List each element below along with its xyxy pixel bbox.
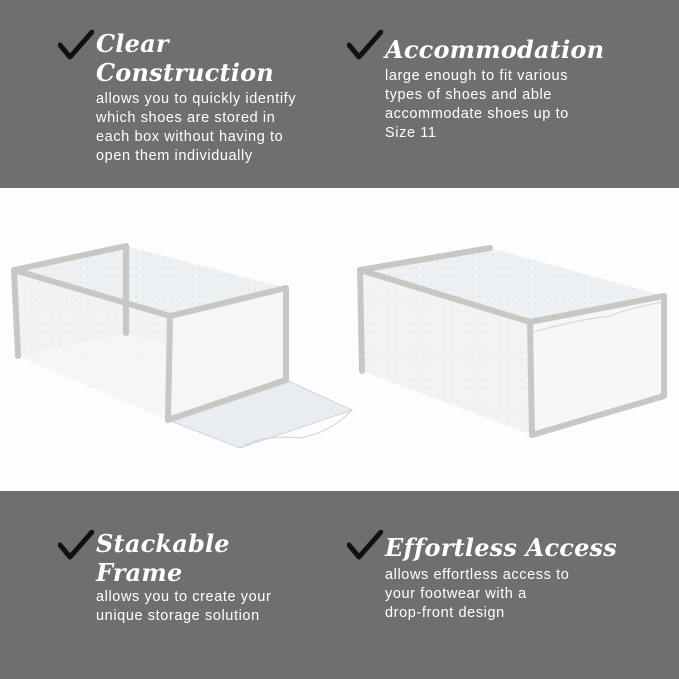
feature-description-line: open them individually <box>96 148 253 164</box>
feature-description-line: which shoes are stored in <box>96 110 276 126</box>
feature-description-line: unique storage solution <box>96 608 260 624</box>
feature-stackable-frame <box>58 530 318 640</box>
checkmark-icon <box>347 530 383 560</box>
feature-description-line: allows effortless access to <box>385 567 570 583</box>
feature-description-line: allows you to create your <box>96 589 272 605</box>
feature-effortless-access <box>347 530 647 640</box>
feature-title: Stackable <box>96 529 230 558</box>
feature-title: Frame <box>96 558 183 587</box>
feature-accommodation <box>347 30 637 170</box>
feature-clear-construction <box>58 30 318 170</box>
checkmark-icon <box>347 30 383 60</box>
feature-description-line: large enough to fit various <box>385 68 569 84</box>
feature-title: Effortless Access <box>385 533 617 562</box>
product-photo <box>0 188 679 491</box>
open-shoe-box <box>14 246 352 448</box>
feature-title: Accommodation <box>385 35 605 64</box>
checkmark-icon <box>58 530 94 560</box>
feature-title: Clear <box>96 29 169 58</box>
feature-description-line: allows you to quickly identify <box>96 91 297 107</box>
feature-description-line: types of shoes and able <box>385 87 552 103</box>
feature-title: Construction <box>96 58 274 87</box>
feature-description-line: each box without having to <box>96 129 284 145</box>
closed-shoe-box <box>360 248 664 435</box>
feature-description-line: your footwear with a <box>385 586 527 602</box>
feature-description-line: accommodate shoes up to <box>385 106 569 122</box>
feature-description-line: drop-front design <box>385 605 505 621</box>
checkmark-icon <box>58 30 94 60</box>
feature-description-line: Size 11 <box>385 125 437 141</box>
